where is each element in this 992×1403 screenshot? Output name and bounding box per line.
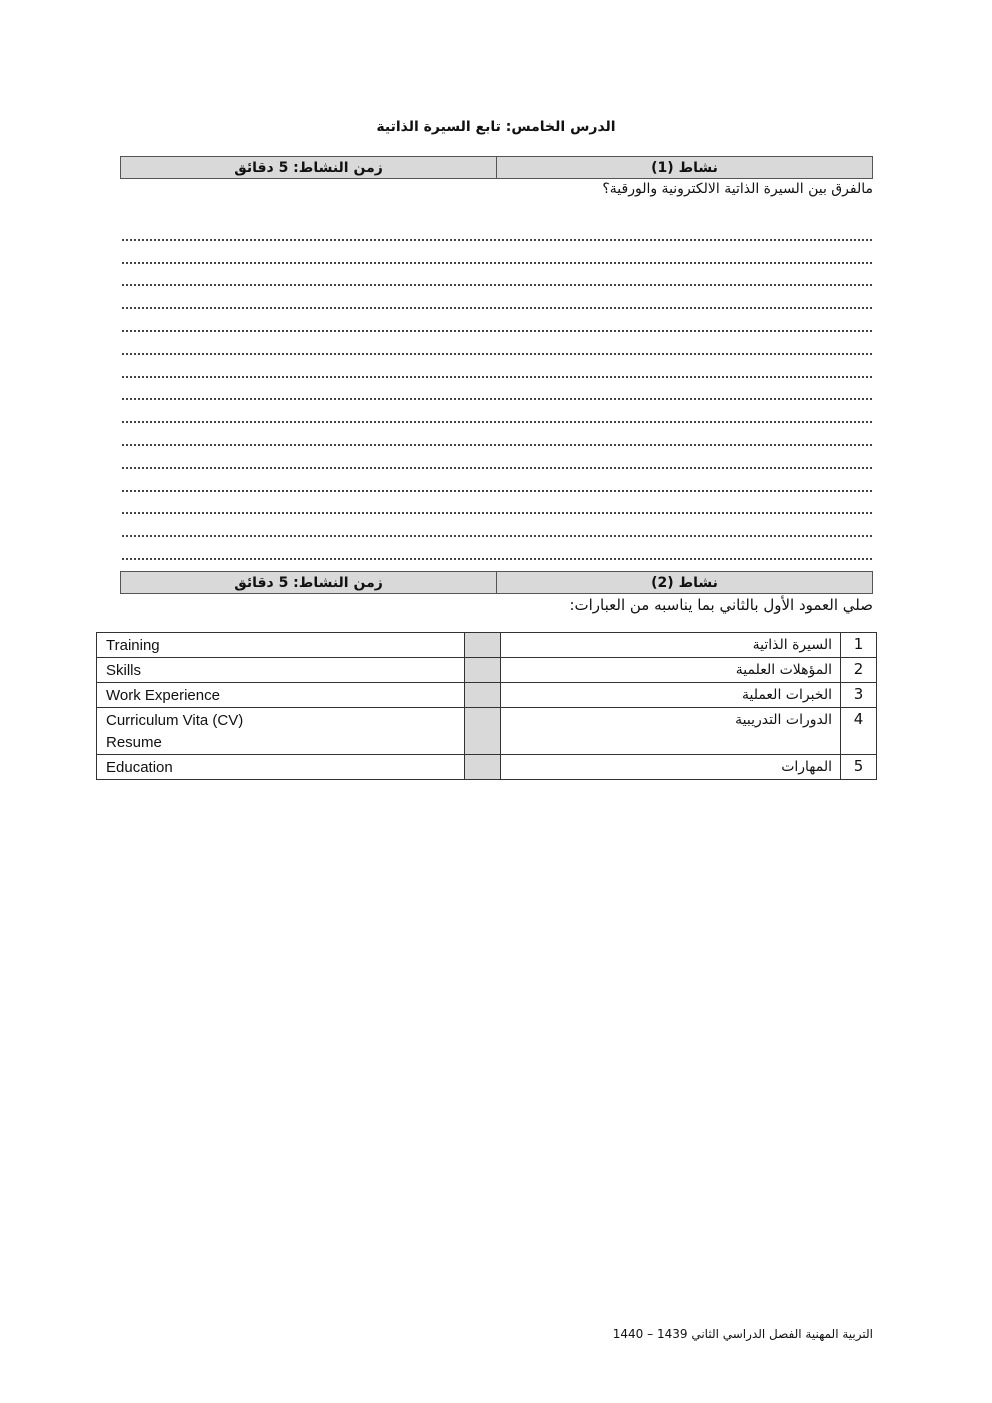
arabic-term: الخبرات العملية — [501, 683, 841, 708]
answer-lines[interactable] — [122, 218, 872, 560]
answer-line[interactable] — [122, 469, 872, 492]
table-row — [97, 658, 877, 683]
row-number: 1 — [841, 633, 877, 658]
table-row — [97, 708, 877, 755]
answer-cell[interactable] — [465, 683, 501, 708]
answer-line[interactable] — [122, 514, 872, 537]
row-number: 5 — [841, 755, 877, 780]
answer-line[interactable] — [122, 446, 872, 469]
table-row — [97, 755, 877, 780]
row-number: 4 — [841, 708, 877, 755]
english-term-line1: Curriculum Vita (CV) — [106, 712, 244, 729]
answer-cell[interactable] — [465, 658, 501, 683]
table-row — [97, 633, 877, 658]
answer-line[interactable] — [122, 286, 872, 309]
answer-cell[interactable] — [465, 755, 501, 780]
activity1-question: مالفرق بين السيرة الذاتية الالكترونية والورقية؟ — [602, 181, 873, 197]
row-number: 2 — [841, 658, 877, 683]
answer-line[interactable] — [122, 218, 872, 241]
answer-line[interactable] — [122, 309, 872, 332]
english-term — [97, 708, 465, 755]
english-term: Work Experience — [97, 683, 465, 708]
answer-line[interactable] — [122, 332, 872, 355]
answer-line[interactable] — [122, 241, 872, 264]
activity1-header — [120, 156, 873, 179]
page-title: الدرس الخامس: تابع السيرة الذاتية — [376, 119, 616, 135]
activity2-header — [120, 571, 873, 594]
answer-cell[interactable] — [465, 633, 501, 658]
english-term: Training — [97, 633, 465, 658]
page-footer: التربية المهنية الفصل الدراسي الثاني 1439 – 1440 — [612, 1327, 873, 1341]
answer-line[interactable] — [122, 355, 872, 378]
matching-table — [96, 632, 877, 780]
activity1-time: زمن النشاط: 5 دقائق — [234, 159, 383, 176]
row-number: 3 — [841, 683, 877, 708]
answer-line[interactable] — [122, 378, 872, 401]
arabic-term: السيرة الذاتية — [501, 633, 841, 658]
activity2-time: زمن النشاط: 5 دقائق — [234, 574, 383, 591]
answer-line[interactable] — [122, 264, 872, 287]
activity2-name: نشاط (2) — [496, 572, 872, 593]
answer-line[interactable] — [122, 537, 872, 560]
answer-line[interactable] — [122, 492, 872, 515]
activity1-name: نشاط (1) — [496, 157, 872, 178]
english-term-line2: Resume — [106, 734, 162, 751]
table-row — [97, 683, 877, 708]
answer-line[interactable] — [122, 423, 872, 446]
arabic-term: المهارات — [501, 755, 841, 780]
answer-cell[interactable] — [465, 708, 501, 755]
english-term: Education — [97, 755, 465, 780]
activity2-instruction: صلي العمود الأول بالثاني بما يناسبه من العبارات: — [569, 596, 873, 614]
arabic-term: الدورات التدريبية — [501, 708, 841, 755]
arabic-term: المؤهلات العلمية — [501, 658, 841, 683]
english-term: Skills — [97, 658, 465, 683]
answer-line[interactable] — [122, 400, 872, 423]
